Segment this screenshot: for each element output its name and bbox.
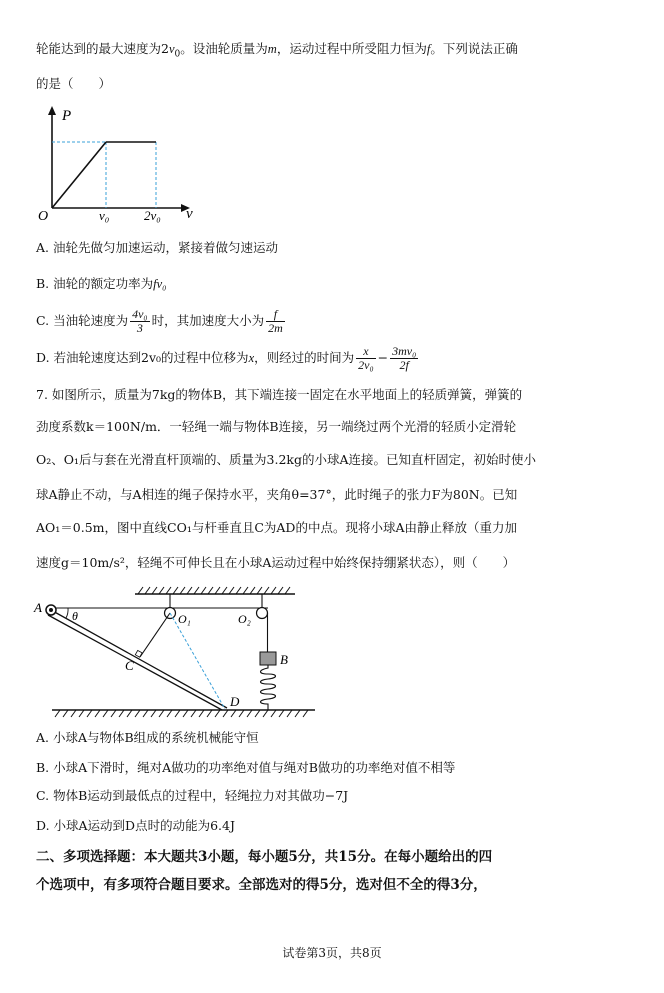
- y-arrow: [48, 106, 56, 115]
- label-o2: O₂: [238, 612, 251, 626]
- section2-line-2: 个选项中，有多项符合题目要求。全部选对的得5分，选对但不全的得3分，: [36, 877, 487, 893]
- ceiling-hatch: [138, 587, 290, 594]
- q6-c-frac1: [130, 308, 150, 335]
- line-co1: [140, 613, 170, 657]
- q6-c-num1: 4v₀: [132, 307, 148, 321]
- q6-d-num1: x: [356, 345, 376, 359]
- q7-option-a: A. 小球A与物体B组成的系统机械能守恒: [36, 730, 259, 745]
- q6-d-x: x: [248, 351, 255, 365]
- theta-arc: [66, 608, 68, 618]
- ground-hatch: [55, 710, 308, 717]
- intro-text-b: 。设油轮质量为: [180, 41, 268, 56]
- intro-v: v: [168, 42, 175, 56]
- intro-line-1: [36, 40, 518, 64]
- section2-line-1: 二、多项选择题：本大题共3小题，每小题5分，共15分。在每小题给出的四: [36, 849, 493, 865]
- spring: [261, 665, 276, 710]
- q7-option-c: C. 物体B运动到最低点的过程中，轻绳拉力对其做功−7J: [36, 788, 349, 803]
- block-b: [260, 652, 276, 665]
- rod-upper: [51, 610, 227, 708]
- label-c: C: [125, 658, 134, 673]
- dashed-o1d: [170, 613, 225, 709]
- intro-text-c: ，运动过程中所受阻力恒为: [276, 41, 427, 56]
- q7-option-d: D. 小球A运动到D点时的动能为6.4J: [36, 818, 235, 833]
- q6-c-den2: 2m: [268, 321, 283, 335]
- label-a: A: [34, 600, 42, 615]
- q6-b-text: B. 油轮的额定功率为: [36, 276, 154, 291]
- label-P: P: [62, 108, 72, 124]
- pulley-rod-diagram: [30, 584, 330, 724]
- page-footer: 试卷第3页，共8页: [282, 946, 382, 960]
- q6-d-minus: −: [377, 350, 389, 365]
- label-theta: θ: [72, 609, 78, 623]
- intro-m: m: [267, 42, 277, 56]
- q6-d-text-b: ，则经过的时间为: [254, 350, 355, 365]
- intro-sub: 0: [174, 49, 181, 60]
- q6-option-c: [36, 306, 287, 336]
- q6-d-frac1: [356, 345, 376, 372]
- q6-d-text-a: D. 若油轮速度达到2v₀的过程中位移为: [36, 350, 249, 365]
- label-v: v: [186, 206, 193, 222]
- intro-text-a: 轮能达到的最大速度为2: [36, 41, 169, 56]
- label-b: B: [280, 652, 288, 667]
- rod-lower: [48, 615, 222, 710]
- q6-option-a: A. 油轮先做匀加速运动，紧接着做匀速运动: [36, 240, 278, 255]
- intro-text-d: 。下列说法正确: [430, 41, 518, 56]
- q7-line-6: 速度g＝10m/s²，轻绳不可伸长且在小球A运动过程中始终保持绷紧状态），则（ ）: [36, 555, 516, 570]
- q6-b-expr: fv₀: [153, 277, 167, 291]
- q6-c-text-b: 时，其加速度大小为: [151, 313, 265, 328]
- intro-line-2: 的是（ ）: [36, 76, 112, 91]
- q6-c-den1: 3: [136, 321, 143, 335]
- q6-d-den1: 2v₀: [358, 358, 374, 372]
- tick-v0: v₀: [99, 208, 110, 223]
- q6-option-b: [36, 275, 167, 293]
- q6-c-text-a: C. 当油轮速度为: [36, 313, 129, 328]
- intro-f: f: [426, 42, 431, 56]
- ramp-line: [52, 142, 106, 208]
- pulley-o2: [257, 608, 268, 619]
- label-d: D: [230, 694, 240, 709]
- power-velocity-graph: [34, 104, 204, 224]
- q7-line-1: 7. 如图所示，质量为7kg的物体B，其下端连接一固定在水平地面上的轻质弹簧，弹簧的: [36, 387, 523, 402]
- q6-d-num2: 3mv₀: [392, 344, 417, 358]
- q6-d-frac2: [390, 345, 418, 372]
- q7-line-2: 劲度系数k＝100N/m．一轻绳一端与物体B连接，另一端绕过两个光滑的轻质小定滑轮: [36, 419, 517, 434]
- ball-a-core: [49, 608, 53, 612]
- label-origin: O: [38, 209, 49, 224]
- q7-line-3: O₂、O₁后与套在光滑直杆顶端的、质量为3.2kg的小球A连接。已知直杆固定，初始时使小: [36, 452, 537, 467]
- label-o1: O₁: [178, 612, 191, 626]
- q6-option-d: [36, 343, 420, 373]
- q6-c-num2: f: [266, 308, 285, 322]
- q7-line-5: AO₁＝0.5m，图中直线CO₁与杆垂直且C为AD的中点。现将小球A由静止释放（重力加: [36, 520, 517, 535]
- tick-2v0: 2v₀: [144, 208, 161, 223]
- q7-option-b: B. 小球A下滑时，绳对A做功的功率绝对值与绳对B做功的功率绝对值不相等: [36, 760, 456, 775]
- q7-line-4: 球A静止不动，与A相连的绳子保持水平，夹角θ=37°，此时绳子的张力F为80N。已知: [36, 487, 518, 502]
- q6-c-frac2: [266, 308, 285, 335]
- q6-d-den2: 2f: [399, 358, 409, 372]
